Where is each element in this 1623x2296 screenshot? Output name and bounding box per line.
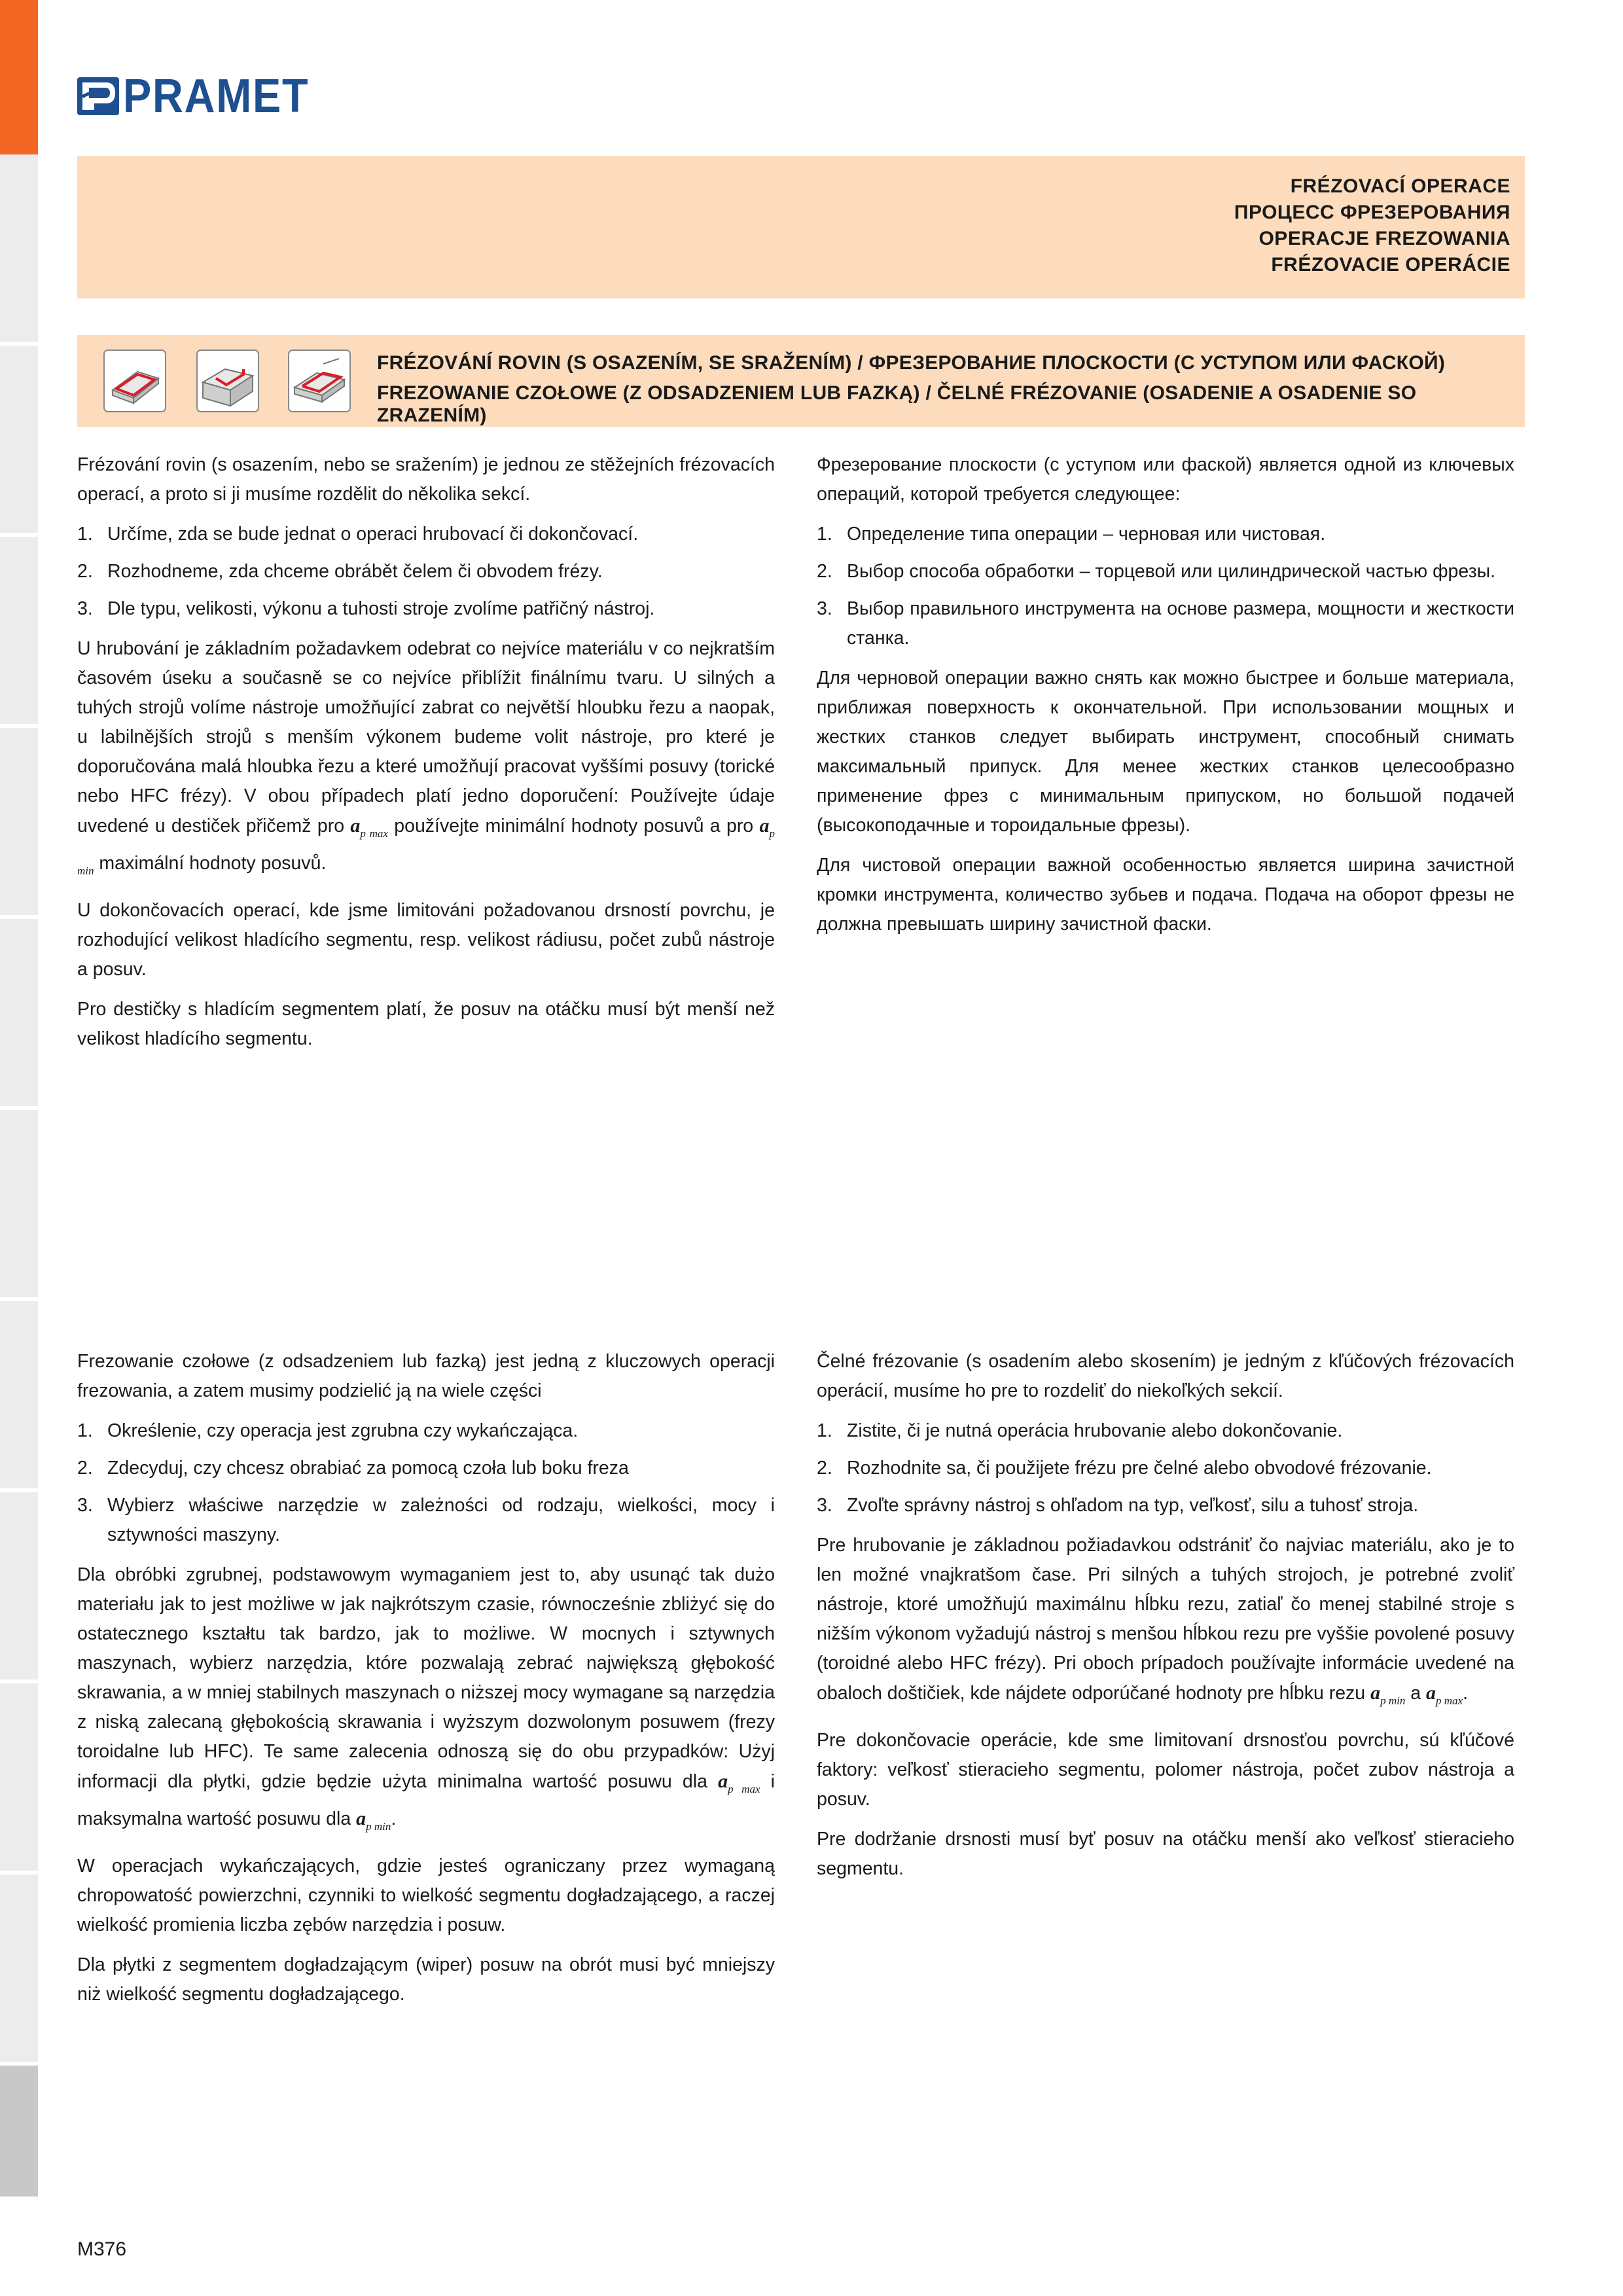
- step-list: [77, 520, 775, 624]
- list-item: 3. Dle typu, velikosti, výkonu a tuhosti stroje zvolíme patřičný nástroj.: [77, 598, 655, 619]
- list-item: 1. Zistite, či je nutná operácia hrubovanie alebo dokončovanie.: [817, 1420, 1343, 1441]
- title-ru: ПРОЦЕСС ФРЕЗЕРОВАНИЯ: [1234, 202, 1510, 223]
- section-header: [77, 335, 1525, 427]
- pramet-logo-icon: [77, 77, 119, 115]
- paragraph-finishing: Для чистовой операции важной особенностью является ширина зачистной кромки инструмента, количество зубьев и подача. Подача на оборот фрезы не должна превышать ширину зачистной фаски.: [817, 855, 1514, 935]
- side-tab: [0, 1110, 38, 1301]
- side-tab-active: [0, 0, 38, 154]
- header-title-band: [77, 156, 1525, 298]
- ap-symbol: $a_{p max}$: [350, 815, 388, 840]
- ap-symbol: $a_{p min}$: [1370, 1682, 1406, 1707]
- paragraph-roughing: U hrubování je základním požadavkem odebrat co nejvíce materiálu v co nejkratším časovém úseku a současně se co nejvíce přiblížit finálnímu tvaru. U silných a tuhých strojů volíme nástroje umožňující zabrat co největší hloubku řezu a naopak, u labilnějších strojů s menším výkonem budeme volit nástroje, pro které je doporučována malá hloubka řezu a které umožňují pracovat vyššími posuvy (torické nebo HFC frézy). V obou případech platí jedno doporučení: Používejte údaje uvedené u destiček přičemž pro $a_{p max}$ používejte minimální hodnoty posuvů a pro $a_{p min}$ maximální hodnoty posuvů.: [77, 638, 776, 877]
- step-list: [77, 1416, 775, 1550]
- section-title-line-2: FREZOWANIE CZOŁOWE (Z ODSADZENIEM LUB FAZKĄ) / ČELNÉ FRÉZOVANIE (OSADENIE A OSADENIE SO ZRAZENÍM): [377, 382, 1417, 426]
- list-item: 3. Zvoľte správny nástroj s ohľadom na typ, veľkosť, silu a tuhosť stroja.: [817, 1495, 1419, 1516]
- side-tab: [0, 919, 38, 1110]
- text-column-sk: [817, 1347, 1514, 1894]
- paragraph-roughing: Pre hrubovanie je základnou požiadavkou odstrániť čo najviac materiálu, ako je to len možné vnajkratšom čase. Pri silných a tuhých strojoch, je potrebné zvoliť nástroje, ktoré umožňujú maximálnu hĺbku rezu, zatiaľ čo menej stabilné stroje s nižším výkonom vyžadujú nástroj s menšou hĺbkou rezu pre vyššie povolené posuvy (toroidné alebo HFC frézy). Pri oboch prípadoch používajte informácie uvedené na obaloch doštičiek, kde nájdete odporúčané hodnoty pre hĺbku rezu $a_{p min}$ a $a_{p max}$.: [817, 1535, 1514, 1707]
- side-tab: [0, 728, 38, 919]
- side-tab: [0, 1301, 38, 1492]
- list-item: 2. Rozhodneme, zda chceme obrábět čelem či obvodem frézy.: [77, 561, 603, 582]
- side-tab-dark: [0, 2066, 38, 2197]
- step-list: [817, 1416, 1514, 1520]
- side-tab: [0, 1683, 38, 1874]
- text-column-cz: [77, 450, 775, 1064]
- text-column-ru: [817, 450, 1514, 950]
- title-sk: FRÉZOVACIE OPERÁCIE: [1271, 254, 1510, 276]
- list-item: 3. Выбор правильного инструмента на основе размера, мощности и жесткости станка.: [817, 598, 1514, 649]
- pramet-logo: [77, 70, 330, 122]
- title-pl: OPERACJE FREZOWANIA: [1258, 228, 1510, 249]
- title-cz: FRÉZOVACÍ OPERACE: [1290, 175, 1510, 197]
- paragraph-intro: Čelné frézovanie (s osadením alebo skosením) je jedným z kľúčových frézovacích operácií, musíme ho pre to rozdeliť do niekoľkých sekcií.: [817, 1351, 1514, 1401]
- ap-symbol: $a_{p max}$: [718, 1770, 760, 1795]
- paragraph-intro: Фрезерование плоскости (с уступом или фаской) является одной из ключевых операций, которой требуется следующее:: [817, 454, 1514, 505]
- side-tab: [0, 1874, 38, 2066]
- chamfer-milling-icon: [288, 350, 351, 412]
- side-tab: [0, 1492, 38, 1683]
- list-item: 1. Określenie, czy operacja jest zgrubna czy wykańczająca.: [77, 1420, 579, 1441]
- text-column-pl: [77, 1347, 775, 2020]
- shoulder-milling-icon: [196, 350, 259, 412]
- paragraph-wiper: Dla płytki z segmentem dogładzającym (wiper) posuw na obrót musi być mniejszy niż wielkość segmentu dogładzającego.: [77, 1954, 775, 2005]
- section-title-line-1: FRÉZOVÁNÍ ROVIN (S OSAZENÍM, SE SRAŽENÍM) / ФРЕЗЕРОВАНИЕ ПЛОСКОСТИ (С УСТУПОМ ИЛИ ФАСКОЙ): [377, 352, 1446, 374]
- side-tab-strip: [0, 0, 38, 2296]
- paragraph-wiper: Pre dodržanie drsnosti musí byť posuv na otáčku menší ako veľkosť stieracieho segmentu.: [817, 1829, 1514, 1879]
- list-item: 2. Rozhodnite sa, či použijete frézu pre čelné alebo obvodové frézovanie.: [817, 1458, 1432, 1479]
- list-item: 3. Wybierz właściwe narzędzie w zależności od rodzaju, wielkości, mocy i sztywności maszyny.: [77, 1495, 775, 1545]
- paragraph-intro: Frezowanie czołowe (z odsadzeniem lub fazką) jest jedną z kluczowych operacji frezowania, a zatem musimy podzielić ją na wiele części: [77, 1351, 775, 1401]
- list-item: 2. Zdecyduj, czy chcesz obrabiać za pomocą czoła lub boku freza: [77, 1458, 629, 1479]
- ap-symbol: $a_{p min}$: [356, 1808, 391, 1833]
- face-milling-icon: [103, 350, 166, 412]
- paragraph-finishing: U dokončovacích operací, kde jsme limitováni požadovanou drsností povrchu, je rozhodující velikost hladícího segmentu, resp. velikost rádiusu, počet zubů nástroje a posuv.: [77, 900, 775, 980]
- pramet-logo-wordmark: PRAMET: [123, 70, 310, 122]
- paragraph-finishing: W operacjach wykańczających, gdzie jesteś ograniczany przez wymaganą chropowatość powierzchni, czynniki to wielkość segmentu dogładzającego, a raczej wielkość promienia liczba zębów narzędzia i posuw.: [77, 1856, 775, 1935]
- paragraph-finishing: Pre dokončovacie operácie, kde sme limitovaní drsnosťou povrchu, sú kľúčové faktory: veľkosť stieracieho segmentu, polomer nástroja, počet zubov nástroja a posuv.: [817, 1730, 1514, 1810]
- paragraph-roughing: Для черновой операции важно снять как можно быстрее и больше материала, приближая поверхность к окончательной. При использовании мощных и жестких станков следует выбирать инструмент, способный снимать максимальный припуск. Для менее жестких станков целесообразно применение фрез с минимальным припуском, но большой подачей (высокоподачные и тороидальные фрезы).: [817, 668, 1514, 836]
- paragraph-roughing: Dla obróbki zgrubnej, podstawowym wymaganiem jest to, aby usunąć tak dużo materiału jak to jest możliwe w jak najkrótszym czasie, równocześnie zbliżyć się do ostatecznego kształtu tak bardzo, jak to możliwe. W mocnych i sztywnych maszynach, wybierz narzędzia, które pozwalają zebrać największą głębokość skrawania, a w mniej stabilnych maszynach o niższej mocy wymagane są narzędzia z niską zalecaną głębokością skrawania i wyższym dozwolonym posuwem (frezy toroidalne lub HFC). Te same zalecenia odnoszą się do obu przypadków: Użyj informacji dla płytki, gdzie będzie użyta minimalna wartość posuwu dla $a_{p max}$ i maksymalna wartość posuwu dla $a_{p min}$.: [77, 1564, 776, 1833]
- ap-symbol: $a_{p max}$: [1426, 1682, 1463, 1707]
- list-item: 1. Определение типа операции – черновая или чистовая.: [817, 524, 1326, 545]
- side-tab: [0, 346, 38, 537]
- list-item: 2. Выбор способа обработки – торцевой или цилиндрической частью фрезы.: [817, 561, 1496, 582]
- list-item: 1. Určíme, zda se bude jednat o operaci hrubovací či dokončovací.: [77, 524, 639, 545]
- paragraph-intro: Frézování rovin (s osazením, nebo se sražením) je jednou ze stěžejních frézovacích operací, a proto si ji musíme rozdělit do několika sekcí.: [77, 454, 775, 505]
- side-tab: [0, 537, 38, 728]
- ap-symbol: $a_{p min}$: [77, 815, 776, 877]
- side-tab: [0, 154, 38, 346]
- page-number: M376: [77, 2238, 127, 2260]
- step-list: [817, 520, 1514, 653]
- paragraph-wiper: Pro destičky s hladícím segmentem platí, že posuv na otáčku musí být menší než velikost hladícího segmentu.: [77, 999, 775, 1049]
